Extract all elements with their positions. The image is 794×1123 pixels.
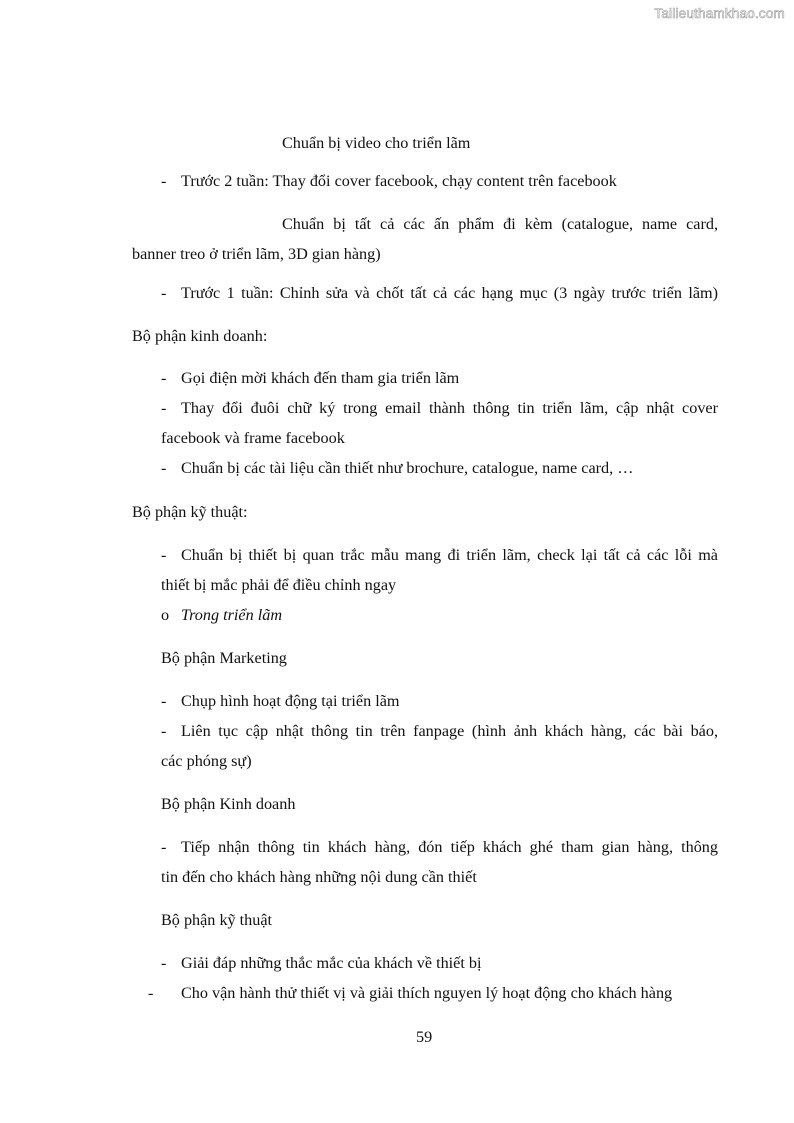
section-heading: Bộ phận kỹ thuật	[161, 911, 273, 929]
text-line: Chuẩn bị tất cả các ấn phẩm đi kèm (catalogue, name card,	[282, 215, 718, 233]
subheading-italic: Trong triển lãm	[181, 606, 283, 624]
list-item: Giải đáp những thắc mắc của khách về thiết bị	[181, 954, 482, 972]
list-item: Trước 2 tuần: Thay đổi cover facebook, chạy content trên facebook	[181, 172, 617, 190]
circle-bullet: o	[161, 606, 170, 624]
list-item: Gọi điện mời khách đến tham gia triển lãm	[181, 369, 460, 387]
list-item: Thay đổi đuôi chữ ký trong email thành thông tin triển lãm, cập nhật cover	[181, 399, 718, 417]
text-line: Chuẩn bị video cho triển lãm	[282, 134, 471, 152]
list-item: Chuẩn bị thiết bị quan trắc mẫu mang đi triển lãm, check lại tất cả các lỗi mà	[181, 546, 718, 564]
list-item: Cho vận hành thử thiết vị và giải thích nguyen lý hoạt động cho khách hàng	[181, 984, 673, 1002]
list-item: Chuẩn bị các tài liệu cần thiết như brochure, catalogue, name card, …	[181, 459, 634, 477]
bullet-dash: -	[161, 284, 167, 302]
bullet-dash: -	[161, 369, 167, 387]
bullet-dash: -	[161, 954, 167, 972]
section-heading: Bộ phận Kinh doanh	[161, 795, 296, 813]
list-item: Chụp hình hoạt động tại triển lãm	[181, 692, 400, 710]
bullet-dash: -	[161, 399, 167, 417]
list-item-continuation: thiết bị mắc phải để điều chỉnh ngay	[161, 576, 397, 594]
section-heading: Bộ phận kỹ thuật:	[132, 503, 248, 521]
list-item-continuation: facebook và frame facebook	[161, 429, 345, 447]
section-heading: Bộ phận Marketing	[161, 649, 287, 667]
bullet-dash: -	[161, 692, 167, 710]
list-item: Tiếp nhận thông tin khách hàng, đón tiếp khách ghé tham gian hàng, thông	[181, 838, 718, 856]
watermark: Tailieuthamkhao.com	[654, 6, 785, 21]
bullet-dash: -	[161, 459, 167, 477]
list-item-continuation: các phóng sự)	[161, 752, 252, 770]
page-number: 59	[416, 1028, 433, 1046]
section-heading: Bộ phận kinh doanh:	[132, 327, 268, 345]
bullet-dash: -	[161, 172, 167, 190]
list-item: Trước 1 tuần: Chỉnh sửa và chốt tất cả các hạng mục (3 ngày trước triển lãm)	[181, 284, 718, 302]
bullet-dash: -	[161, 546, 167, 564]
text-line: banner treo ở triển lãm, 3D gian hàng)	[132, 245, 381, 263]
bullet-dash: -	[148, 984, 154, 1002]
bullet-dash: -	[161, 838, 167, 856]
list-item: Liên tục cập nhật thông tin trên fanpage (hình ảnh khách hàng, các bài báo,	[181, 722, 718, 740]
list-item-continuation: tin đến cho khách hàng những nội dung cần thiết	[161, 868, 477, 886]
bullet-dash: -	[161, 722, 167, 740]
